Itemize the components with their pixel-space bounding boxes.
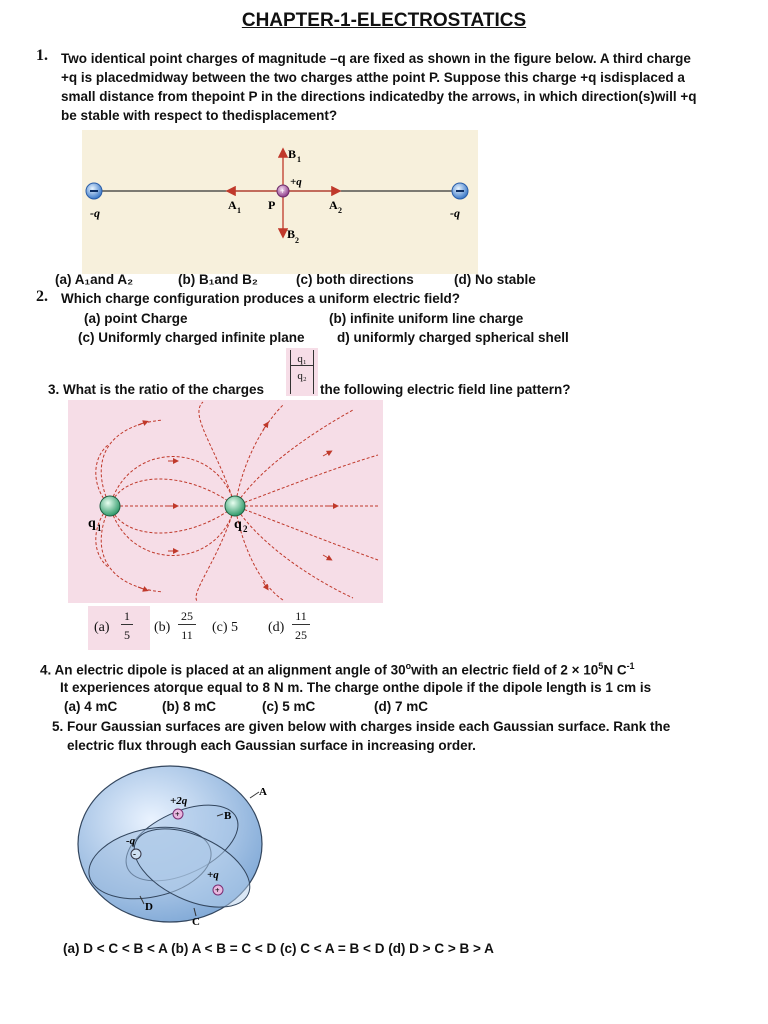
q5-line-1: 5. Four Gaussian surfaces are given below with charges inside each Gaussian surface. Rank the xyxy=(52,719,671,734)
b1-sub: 1 xyxy=(297,155,301,164)
a2-sub: 2 xyxy=(338,206,342,215)
q5-figure xyxy=(70,758,280,928)
q2-option-c: (c) Uniformly charged infinite plane xyxy=(78,330,305,345)
b2-label: B xyxy=(287,227,296,241)
q2-charge-icon xyxy=(225,496,245,516)
q4-line-2: It experiences atorque equal to 8 N m. The charge onthe dipole if the dipole length is 1 cm is xyxy=(60,680,652,695)
q3-question-post: the following electric field line pattern? xyxy=(320,382,571,397)
svg-text:+: + xyxy=(215,886,220,895)
q1-line-4: be stable with respect to thedisplacement? xyxy=(61,108,338,123)
a1-sub: 1 xyxy=(237,206,241,215)
q2-question: Which charge configuration produces a uniform electric field? xyxy=(61,291,461,306)
q4-option-c: (c) 5 mC xyxy=(262,699,316,714)
q1-figure-sub: 1 xyxy=(97,523,102,533)
q1-option-b: (b) B₁and B₂ xyxy=(178,272,258,287)
q4-option-b: (b) 8 mC xyxy=(162,699,216,714)
page-title: CHAPTER-1-ELECTROSTATICS xyxy=(241,10,527,31)
q5-plus2q-label: +2q xyxy=(170,795,188,807)
q4-line-1: 4. An electric dipole is placed at an alignment angle of 30$^o$with an electric field of $2 \times 10^5N$ $C^{-1}$ xyxy=(40,661,635,678)
q1-line-2: +q is placedmidway between the two charges atthe point P. Suppose this charge +q isdisplaced a xyxy=(61,70,685,85)
point-p-label: P xyxy=(268,198,276,212)
q3-figure xyxy=(68,400,383,603)
q3-option-c: (c) 5 xyxy=(212,620,239,635)
q1-option-d: (d) No stable xyxy=(454,272,536,287)
svg-text:+: + xyxy=(175,810,180,819)
q1-option-a: (a) A₁and A₂ xyxy=(55,272,134,287)
q2-option-b: (b) infinite uniform line charge xyxy=(329,311,524,326)
q1-figure xyxy=(82,130,478,274)
q2-figure-sub: 2 xyxy=(243,524,248,534)
q1-figure-label: q xyxy=(88,516,96,531)
q5-label-a: A xyxy=(259,786,267,798)
q3-question-pre: 3. What is the ratio of the charges xyxy=(48,382,265,397)
q2-option-d: d) uniformly charged spherical shell xyxy=(337,330,569,345)
q3-option-d: (d) 11 25 xyxy=(266,606,326,650)
q4-option-d: (d) 7 mC xyxy=(374,699,428,714)
q5-line-2: electric flux through each Gaussian surface in increasing order. xyxy=(67,738,476,753)
q1-number: 1. xyxy=(36,47,48,64)
q3-ratio-numerator: q₁ xyxy=(291,350,313,366)
a1-label: A xyxy=(228,198,237,212)
b2-sub: 2 xyxy=(295,236,299,245)
q3-option-a: (a) 1 5 xyxy=(88,606,150,650)
b1-label: B xyxy=(288,147,297,161)
q1-line-1: Two identical point charges of magnitude –q are fixed as shown in the figure below. A third charge xyxy=(61,51,691,66)
svg-text:+: + xyxy=(280,187,285,196)
q3-ratio-denominator: q₂ xyxy=(297,370,307,382)
q4-option-a: (a) 4 mC xyxy=(64,699,118,714)
right-charge-label: -q xyxy=(450,206,460,220)
center-charge-label: +q xyxy=(290,176,302,188)
q5-options: (a) D < C < B < A (b) A < B = C < D (c) C < A = B < D (d) D > C > B > A xyxy=(63,941,494,956)
q1-charge-icon xyxy=(100,496,120,516)
q5-minusq-label: -q xyxy=(126,835,136,847)
q5-label-b: B xyxy=(224,810,232,822)
svg-text:-: - xyxy=(133,849,136,859)
q5-label-d: D xyxy=(145,901,153,913)
q2-figure-label: q xyxy=(234,517,242,532)
q1-option-c: (c) both directions xyxy=(296,272,414,287)
q3-option-b: (b) 25 11 xyxy=(152,606,212,650)
a2-label: A xyxy=(329,198,338,212)
q2-number: 2. xyxy=(36,288,48,305)
q1-line-3: small distance from thepoint P in the directions indicatedby the arrows, in which direction(s)will +q xyxy=(61,89,697,104)
q5-label-c: C xyxy=(192,916,200,928)
q3-ratio-box xyxy=(286,348,318,396)
q2-option-a: (a) point Charge xyxy=(84,311,188,326)
left-charge-label: -q xyxy=(90,206,100,220)
q5-plusq-label: +q xyxy=(207,869,219,881)
